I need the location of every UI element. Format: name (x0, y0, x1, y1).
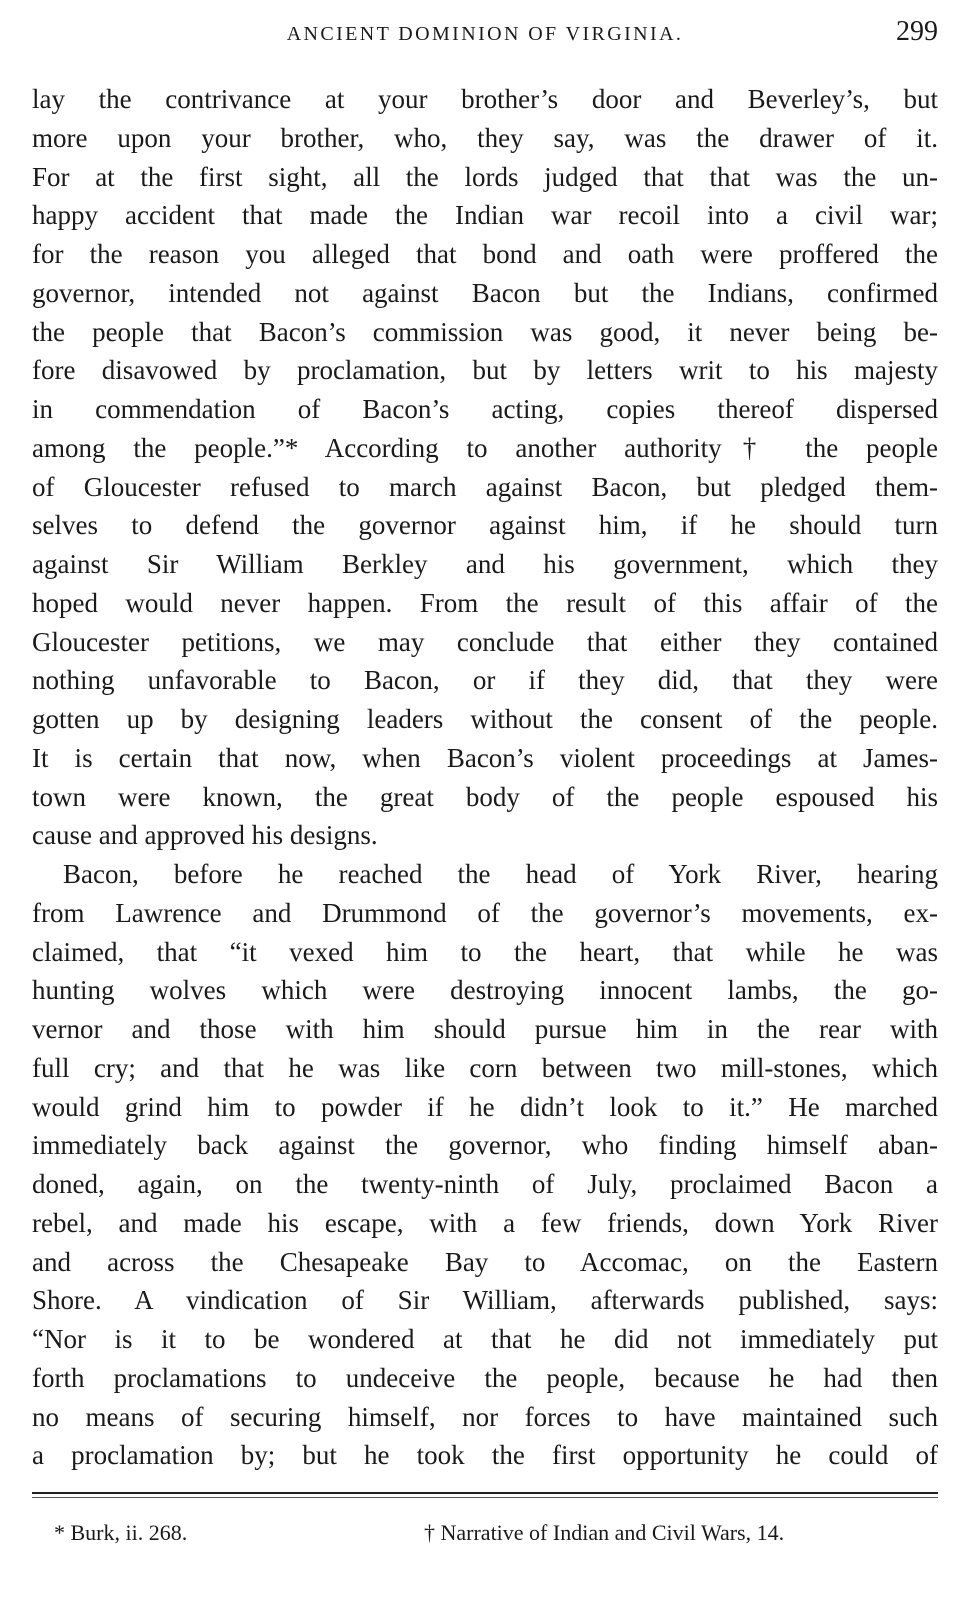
text-line: hunting wolves which were destroying innocent lambs, the go- (32, 975, 938, 1006)
paragraph-last-line: cause and approved his designs. (32, 820, 378, 851)
text-line: It is certain that now, when Bacon’s violent proceedings at James- (32, 742, 938, 773)
text-line: fore disavowed by proclamation, but by letters writ to his majesty (32, 355, 938, 386)
text-line: town were known, the great body of the people espoused his (32, 781, 938, 812)
page-number: 299 (896, 16, 938, 47)
text-line: immediately back against the governor, who finding himself aban- (32, 1130, 938, 1161)
text-line: among the people.”* According to another authority† the people (32, 432, 938, 463)
text-line: Gloucester petitions, we may conclude that either they contained (32, 626, 938, 657)
paragraph-first-line: Bacon, before he reached the head of York River, hearing (63, 859, 938, 889)
text-line: nothing unfavorable to Bacon, or if they did, that they were (32, 665, 938, 696)
text-line: forth proclamations to undeceive the people, because he had then (32, 1362, 938, 1393)
text-line: happy accident that made the Indian war recoil into a civil war; (32, 200, 938, 231)
footnote-rule-thin (32, 1497, 938, 1498)
running-title: ANCIENT DOMINION OF VIRGINIA. (286, 23, 684, 45)
text-line: of Gloucester refused to march against Bacon, but pledged them- (32, 471, 938, 502)
page-header (32, 10, 938, 50)
text-line: no means of securing himself, nor forces to have maintained such (32, 1401, 938, 1432)
text-line: governor, intended not against Bacon but the Indians, confirmed (32, 277, 938, 308)
text-line: from Lawrence and Drummond of the governor’s movements, ex- (32, 897, 938, 928)
text-line: against Sir William Berkley and his government, which they (32, 549, 938, 579)
text-line: the people that Bacon’s commission was good, it never being be- (32, 316, 938, 347)
footnote-narrative: † Narrative of Indian and Civil Wars, 14. (424, 1520, 785, 1545)
text-line: for the reason you alleged that bond and oath were proffered the (32, 239, 938, 269)
text-line: lay the contrivance at your brother’s door and Beverley’s, but (32, 84, 938, 114)
text-line: more upon your brother, who, they say, was the drawer of it. (32, 122, 938, 153)
text-line: in commendation of Bacon’s acting, copies thereof dispersed (32, 394, 938, 424)
footnote-rule (32, 1492, 938, 1494)
text-line: would grind him to powder if he didn’t look to it.” He marched (32, 1091, 938, 1122)
text-line: “Nor is it to be wondered at that he did not immediately put (32, 1324, 938, 1354)
text-line: and across the Chesapeake Bay to Accomac, on the Eastern (32, 1246, 938, 1277)
footnotes (32, 1518, 938, 1548)
text-line: doned, again, on the twenty-ninth of July, proclaimed Bacon a (32, 1169, 938, 1199)
text-line: hoped would never happen. From the result of this affair of the (32, 587, 938, 618)
text-line: For at the first sight, all the lords judged that that was the un- (32, 161, 938, 192)
text-line: gotten up by designing leaders without the consent of the people. (32, 704, 938, 734)
text-line: rebel, and made his escape, with a few friends, down York River (32, 1207, 938, 1238)
text-line: claimed, that “it vexed him to the heart, that while he was (32, 936, 938, 967)
footnote-burk: * Burk, ii. 268. (54, 1520, 188, 1545)
text-line: selves to defend the governor against him, if he should turn (32, 510, 938, 541)
text-line: a proclamation by; but he took the first opportunity he could of (32, 1440, 938, 1471)
body-text (32, 80, 938, 1475)
text-line: full cry; and that he was like corn between two mill-stones, which (32, 1052, 938, 1083)
text-line: Shore. A vindication of Sir William, afterwards published, says: (32, 1285, 938, 1316)
text-line: vernor and those with him should pursue him in the rear with (32, 1014, 938, 1044)
